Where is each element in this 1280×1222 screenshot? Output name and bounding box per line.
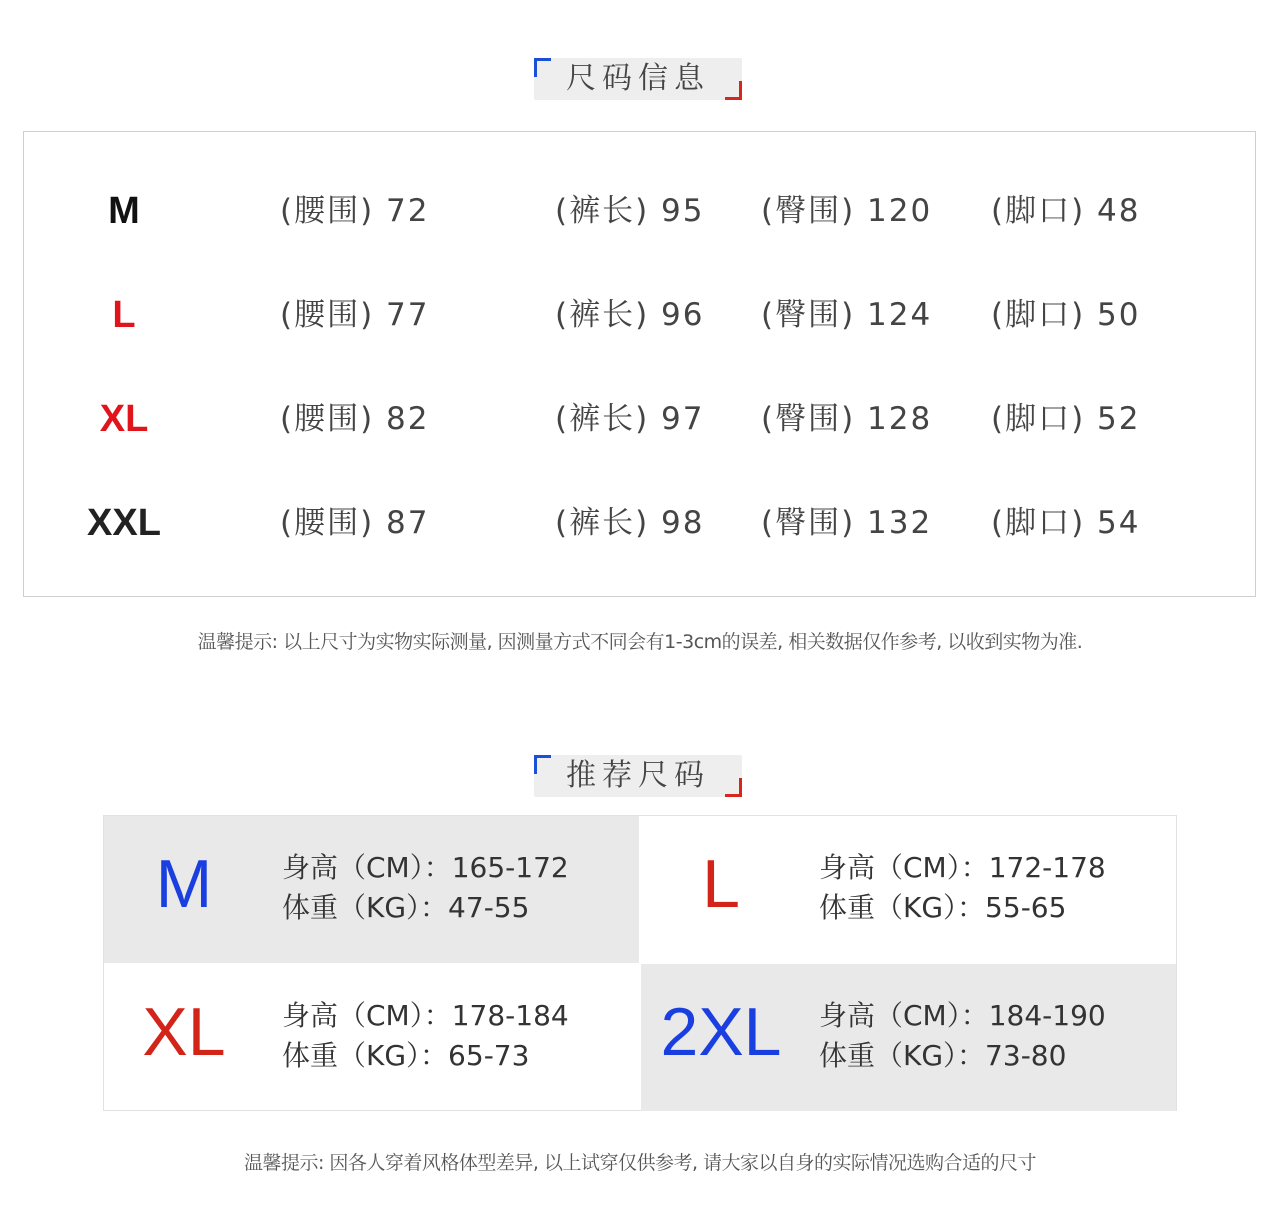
weight-range: 体重（KG）：47-55 [282, 891, 530, 924]
table-row [24, 290, 1255, 340]
weight-range: 体重（KG）：55-65 [819, 891, 1067, 924]
size-label: L [702, 846, 740, 922]
recommend-title: 推荐尺码 [566, 758, 710, 793]
recommend-note: 温馨提示: 因各人穿着风格体型差异, 以上试穿仅供参考, 请大家以自身的实际情况选购合适的尺寸 [243, 1152, 1037, 1174]
waist-value: (腰围) 72 [280, 193, 430, 229]
hem-value: (脚口) 48 [991, 193, 1141, 229]
height-range: 身高（CM）：184-190 [819, 999, 1106, 1032]
size-label: 2XL [660, 994, 782, 1070]
height-range: 身高（CM）：165-172 [282, 851, 569, 884]
hip-value: (臀围) 132 [761, 505, 933, 541]
hip-value: (臀围) 124 [761, 297, 933, 333]
length-value: (裤长) 96 [555, 297, 705, 333]
corner-bracket-icon [725, 778, 742, 797]
hip-value: (臀围) 128 [761, 401, 933, 437]
table-row [24, 186, 1255, 236]
size-label: XXL [87, 502, 161, 544]
size-label: XL [142, 994, 226, 1070]
weight-range: 体重（KG）：65-73 [282, 1039, 530, 1072]
weight-range: 体重（KG）：73-80 [819, 1039, 1067, 1072]
table-row [24, 498, 1255, 548]
waist-value: (腰围) 77 [280, 297, 430, 333]
size-info-table [23, 131, 1256, 597]
recommend-cell [104, 816, 639, 963]
recommend-cell [641, 816, 1176, 963]
size-info-title-badge [534, 58, 742, 100]
length-value: (裤长) 98 [555, 505, 705, 541]
height-range: 身高（CM）：172-178 [819, 851, 1106, 884]
waist-value: (腰围) 82 [280, 401, 430, 437]
recommend-cell [104, 964, 639, 1111]
hem-value: (脚口) 50 [991, 297, 1141, 333]
size-label: M [155, 846, 213, 922]
length-value: (裤长) 97 [555, 401, 705, 437]
size-info-note: 温馨提示: 以上尺寸为实物实际测量, 因测量方式不同会有1-3cm的误差, 相关数据仅作参考, 以收到实物为准. [197, 631, 1083, 653]
size-label: XL [99, 398, 149, 440]
corner-bracket-icon [725, 81, 742, 100]
waist-value: (腰围) 87 [280, 505, 430, 541]
height-range: 身高（CM）：178-184 [282, 999, 569, 1032]
length-value: (裤长) 95 [555, 193, 705, 229]
hem-value: (脚口) 54 [991, 505, 1141, 541]
size-info-title: 尺码信息 [566, 61, 710, 96]
hem-value: (脚口) 52 [991, 401, 1141, 437]
recommend-title-badge [534, 755, 742, 797]
recommend-grid [103, 815, 1177, 1111]
size-label: L [112, 294, 136, 336]
hip-value: (臀围) 120 [761, 193, 933, 229]
size-label: M [108, 190, 140, 232]
recommend-cell [641, 964, 1176, 1111]
table-row [24, 394, 1255, 444]
